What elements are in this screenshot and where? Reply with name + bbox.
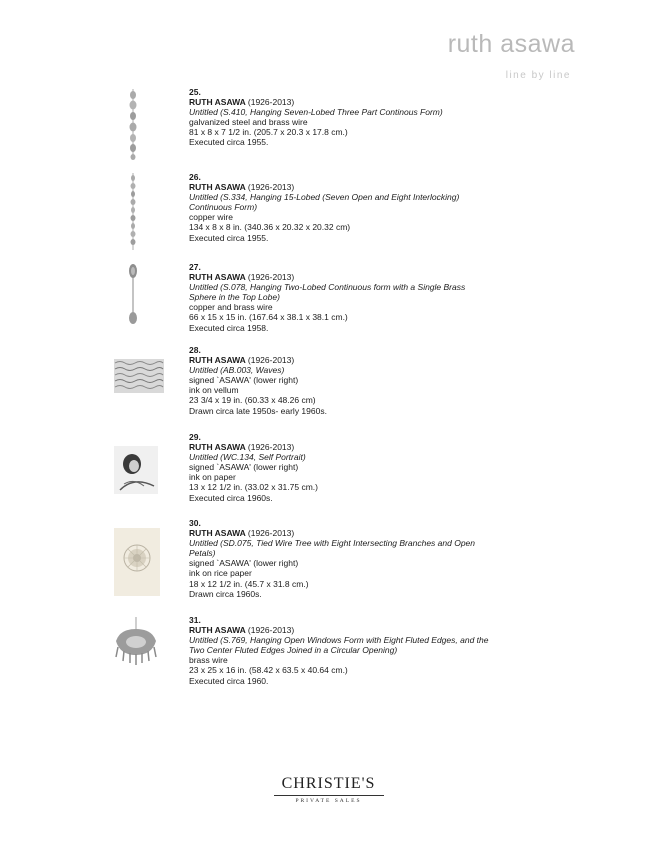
lot-medium: ink on vellum	[189, 385, 239, 396]
lot-image-open-windows-sculpture	[112, 615, 176, 675]
lot-image-waves-drawing	[112, 345, 176, 405]
lot-signature: signed `ASAWA' (lower right)	[189, 375, 299, 386]
lot-title: Untitled (S.078, Hanging Two-Lobed Continuous form with a Single Brass Sphere in the Top Lobe)	[189, 282, 466, 303]
artist-name: RUTH ASAWA (1926-2013)	[189, 442, 295, 453]
lot-dimensions: 81 x 8 x 7 1/2 in. (205.7 x 20.3 x 17.8 cm.)	[189, 127, 348, 138]
lot-image-self-portrait	[112, 432, 176, 497]
lot-text	[189, 262, 489, 333]
logo-subtitle: PRIVATE SALES	[295, 798, 362, 804]
lot-medium: copper wire	[189, 212, 233, 223]
lot-medium: brass wire	[189, 655, 228, 666]
logo-divider	[274, 795, 384, 796]
lot-image-hanging-sculpture	[112, 262, 176, 327]
lot-number: 27.	[189, 262, 201, 272]
lot-dimensions: 66 x 15 x 15 in. (167.64 x 38.1 x 38.1 cm.)	[189, 312, 348, 323]
lot-date: Executed circa 1958.	[189, 322, 269, 333]
brand-header	[448, 30, 575, 81]
lot-text	[189, 615, 489, 686]
lot-dimensions: 13 x 12 1/2 in. (33.02 x 31.75 cm.)	[189, 482, 318, 493]
lot-medium: copper and brass wire	[189, 302, 273, 313]
lot-text	[189, 87, 489, 148]
lot-number: 25.	[189, 87, 201, 97]
lot-title: Untitled (WC.134, Self Portrait)	[189, 452, 306, 463]
brand-subtitle: line by line	[505, 70, 571, 81]
lot-text	[189, 518, 489, 599]
lot-image-hanging-sculpture	[112, 172, 176, 252]
lot-date: Executed circa 1955.	[189, 232, 269, 243]
lot-image-wire-tree-drawing	[112, 518, 176, 598]
lot-medium: ink on rice paper	[189, 568, 252, 579]
lot-image-hanging-sculpture	[112, 87, 176, 162]
brand-title: ruth asawa	[447, 30, 575, 58]
lot-dimensions: 23 x 25 x 16 in. (58.42 x 63.5 x 40.64 cm.)	[189, 665, 348, 676]
lot-date: Drawn circa 1960s.	[189, 588, 262, 599]
lot-title: Untitled (S.769, Hanging Open Windows Form with Eight Fluted Edges, and the Two Center Fluted Edges Joined in a Circular Opening)	[189, 635, 489, 656]
artist-name: RUTH ASAWA (1926-2013)	[189, 272, 295, 283]
lot-title: Untitled (S.410, Hanging Seven-Lobed Three Part Continous Form)	[189, 107, 443, 118]
lot-number: 30.	[189, 518, 201, 528]
lot-signature: signed `ASAWA' (lower right)	[189, 558, 299, 569]
artist-name: RUTH ASAWA (1926-2013)	[189, 355, 295, 366]
lot-text	[189, 172, 489, 243]
lot-text	[189, 345, 489, 416]
artist-name: RUTH ASAWA (1926-2013)	[189, 182, 295, 193]
logo-wordmark: CHRISTIE'S	[281, 775, 376, 792]
lot-medium: ink on paper	[189, 472, 236, 483]
artist-name: RUTH ASAWA (1926-2013)	[189, 528, 295, 539]
lot-dimensions: 23 3/4 x 19 in. (60.33 x 48.26 cm)	[189, 395, 316, 406]
lot-title: Untitled (S.334, Hanging 15-Lobed (Seven Open and Eight Interlocking) Continuous Form)	[189, 192, 460, 213]
lot-number: 29.	[189, 432, 201, 442]
christies-logo	[0, 775, 657, 804]
lot-date: Executed circa 1960s.	[189, 492, 273, 503]
lot-text	[189, 432, 489, 503]
lot-signature: signed `ASAWA' (lower right)	[189, 462, 299, 473]
lot-date: Executed circa 1960.	[189, 675, 269, 686]
lot-title: Untitled (AB.003, Waves)	[189, 365, 285, 376]
lot-number: 31.	[189, 615, 201, 625]
lot-dimensions: 134 x 8 x 8 in. (340.36 x 20.32 x 20.32 cm)	[189, 222, 351, 233]
lot-date: Drawn circa late 1950s- early 1960s.	[189, 405, 327, 416]
artist-name: RUTH ASAWA (1926-2013)	[189, 625, 295, 636]
lot-title: Untitled (SD.075, Tied Wire Tree with Eight Intersecting Branches and Open Petals)	[189, 538, 475, 559]
lot-number: 28.	[189, 345, 201, 355]
artist-name: RUTH ASAWA (1926-2013)	[189, 97, 295, 108]
lot-medium: galvanized steel and brass wire	[189, 117, 308, 128]
lot-number: 26.	[189, 172, 201, 182]
lot-dimensions: 18 x 12 1/2 in. (45.7 x 31.8 cm.)	[189, 578, 309, 589]
lot-date: Executed circa 1955.	[189, 137, 269, 148]
